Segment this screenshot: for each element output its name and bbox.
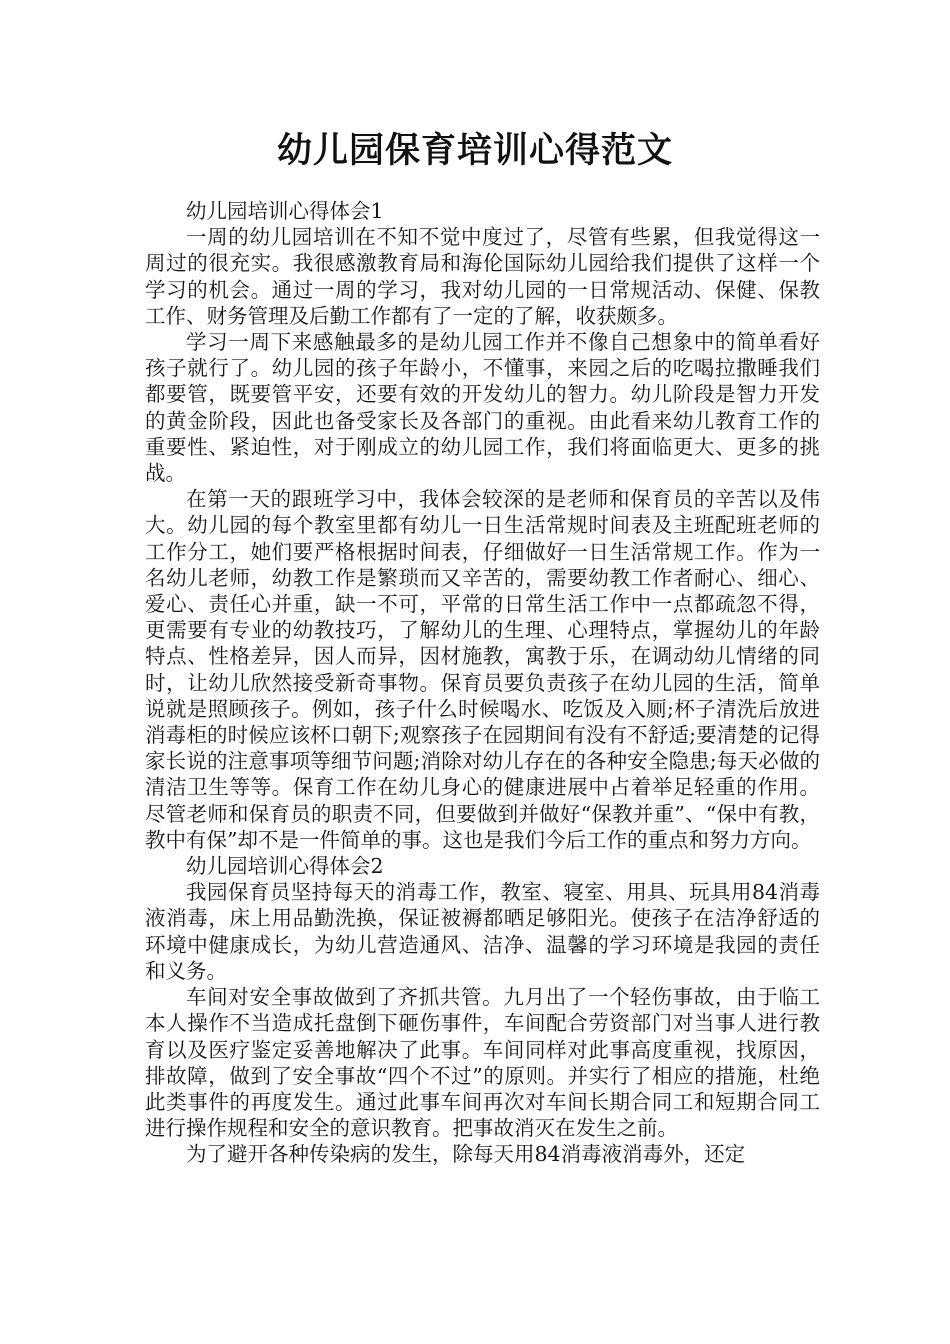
- paragraph-6: 为了避开各种传染病的发生，除每天用84消毒液消毒外，还定: [186, 1142, 746, 1167]
- paragraph-2: 学习一周下来感触最多的是幼儿园工作并不像自己想象中的简单看好孩子就行了。幼儿园的孩子年龄小，不懂事，来园之后的吃喝拉撒睡我们都要管，既要管平安，还要有效的开发幼儿的智力。幼儿阶段是智力开发的黄金阶段，因此也备受家长及各部门的重视。由此看来幼儿教育工作的重要性、紧迫性，对于刚成立的幼儿园工作，我们将面临更大、更多的挑战。: [145, 330, 820, 486]
- document-title: 幼儿园保育培训心得范文: [276, 131, 673, 171]
- section-heading-1: 幼儿园培训心得体会1: [186, 199, 384, 223]
- paragraph-4: 我园保育员坚持每天的消毒工作，教室、寝室、用具、玩具用84消毒液消毒，床上用品勤洗换，保证被褥都晒足够阳光。使孩子在洁净舒适的环境中健康成长，为幼儿营造通风、洁净、温馨的学习环境是我园的责任和义务。: [145, 880, 820, 983]
- paragraph-3: 在第一天的跟班学习中，我体会较深的是老师和保育员的辛苦以及伟大。幼儿园的每个教室里都有幼儿一日生活常规时间表及主班配班老师的工作分工，她们要严格根据时间表，仔细做好一日生活常规工作。作为一名幼儿老师，幼教工作是繁琐而又辛苦的，需要幼教工作者耐心、细心、爱心、责任心并重，缺一不可，平常的日常生活工作中一点都疏忽不得，更需要有专业的幼教技巧，了解幼儿的生理、心理特点，掌握幼儿的年龄特点、性格差异，因人而异，因材施教，寓教于乐，在调动幼儿情绪的同时，让幼儿欣然接受新奇事物。保育员要负责孩子在幼儿园的生活，简单说就是照顾孩子。例如，孩子什么时候喝水、吃饭及入厕;杯子清洗后放进消毒柜的时候应该杯口朝下;观察孩子在园期间有没有不舒适;要清楚的记得家长说的注意事项等细节问题;消除对幼儿存在的各种安全隐患;每天必做的清洁卫生等等。保育工作在幼儿身心的健康进展中占着举足轻重的作用。尽管老师和保育员的职责不同，但要做到并做好“保教并重”、“保中有教，教中有保”却不是一件简单的事。这也是我们今后工作的重点和努力方向。: [145, 487, 820, 852]
- paragraph-5: 车间对安全事故做到了齐抓共管。九月出了一个轻伤事故，由于临工本人操作不当造成托盘倒下砸伤事件，车间配合劳资部门对当事人进行教育以及医疗鉴定妥善地解决了此事。车间同样对此事高度重视，找原因，排故障，做到了安全事故“四个不过”的原则。并实行了相应的措施，杜绝此类事件的再度发生。通过此事车间再次对车间长期合同工和短期合同工进行操作规程和安全的意识教育。把事故消灭在发生之前。: [145, 985, 820, 1141]
- document-body: [145, 198, 820, 1168]
- paragraph-1: 一周的幼儿园培训在不知不觉中度过了，尽管有些累，但我觉得这一周过的很充实。我很感激教育局和海伦国际幼儿园给我们提供了这样一个学习的机会。通过一周的学习，我对幼儿园的一日常规活动、保健、保教工作、财务管理及后勤工作都有了一定的了解，收获颇多。: [145, 225, 820, 328]
- section-heading-2: 幼儿园培训心得体会2: [186, 854, 384, 879]
